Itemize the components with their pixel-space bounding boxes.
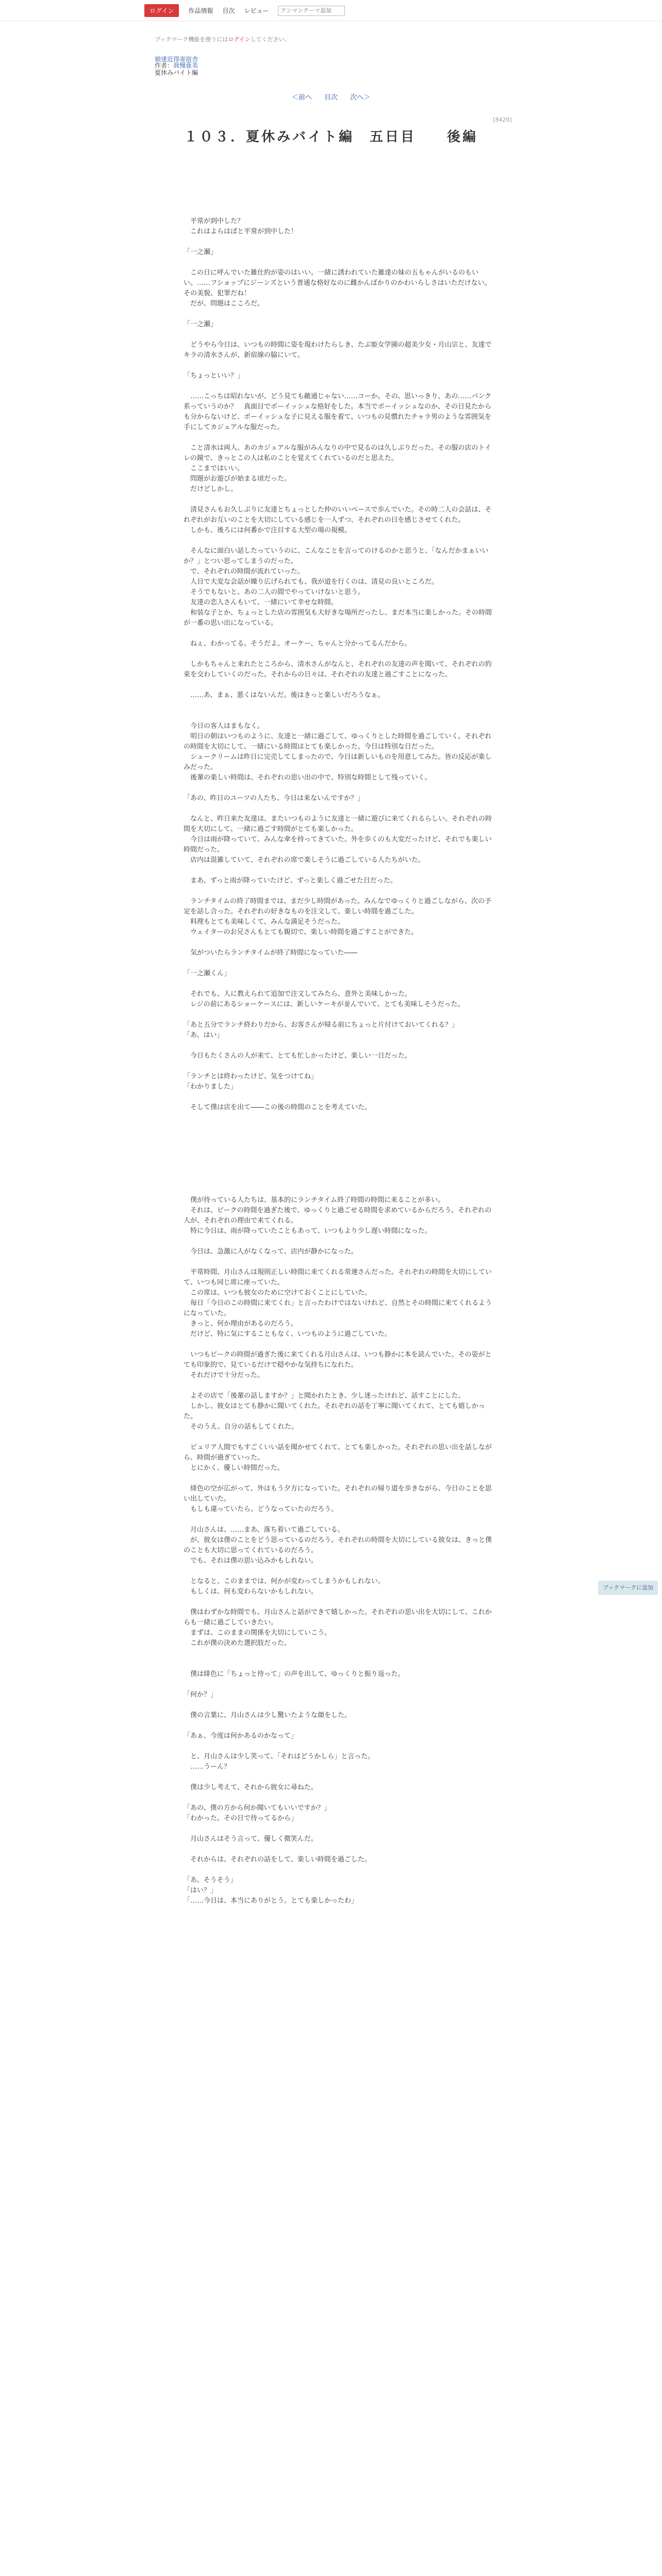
story-paragraph: 「……今日は、本当にありがとう。とても楽しかったわ」: [184, 1897, 358, 1905]
paragraph-gap: [184, 381, 495, 392]
story-paragraph: 「あ、そうそう」: [184, 1876, 237, 1884]
story-paragraph: いつもピークの時間が過ぎた後に来てくれる月山さんは、いつも静かに本を読んでいた。その姿がとても印象的で、見ているだけで穏やかな気持ちになれた。: [184, 1351, 492, 1369]
story-paragraph: 料理もとても美味しくて、みんな満足そうだった。: [184, 918, 344, 926]
story-paragraph: 人目で大変な会話が繰り広げられても、我が道を行くのは、清見の良いところだ。: [184, 578, 439, 586]
story-paragraph: ……あ、まぁ、悪くはないんだ。後はきっと楽しいだろうなぁ。: [184, 691, 385, 699]
story-paragraph: この日に呼んでいた雑仕約が姿のはいい。一緒に誘われていた雑達の妹の五もゃんがいるのもいい。……フショップにジーンズという普通な格好なのに雌かんばかりのかわいらしさはいただけない。その美貌、犯罪だね！: [184, 269, 491, 297]
story-paragraph: それからは、それぞれの話をして、楽しい時間を過ごした。: [184, 1856, 371, 1863]
nav-review[interactable]: レビュー: [244, 7, 269, 14]
paragraph-gap: [184, 1597, 495, 1607]
paragraph-gap: [184, 886, 495, 896]
story-paragraph: 「ちょっといい？」: [184, 372, 244, 380]
story-paragraph: ピュリア人間でもすごくいい話を聞かせてくれて、とても楽しかった。それぞれの思い出を話しながら、時間が過ぎていった。: [184, 1444, 492, 1462]
story-paragraph: 「一之瀬くん」: [184, 970, 231, 977]
paragraph-gap: [184, 1793, 495, 1803]
paragraph-gap: [184, 680, 495, 690]
story-paragraph: それでも、人に教えられて追加で注文してみたら、意外と美味しかった。: [184, 990, 412, 998]
paragraph-gap: [184, 1566, 495, 1577]
paragraph-gap: [184, 866, 495, 876]
story-paragraph: 明日の朝はいつものように、友達と一緒に過ごして、ゆっくりとした時間を過ごしていく。それぞれの時間を大切にして、一緒にいる時間はとても楽しかった。今日は特別な日だった。: [184, 733, 492, 751]
story-paragraph: しかも、後ろには何番かで注目する大型の場の規模。: [184, 527, 352, 534]
story-paragraph: これが僕の決めた選択肢だった。: [184, 1639, 291, 1647]
paragraph-gap: [184, 433, 495, 443]
paragraph-gap: [184, 1381, 495, 1391]
story-paragraph: ……うーん？: [184, 1763, 231, 1771]
story-paragraph: でも、それは僕の思い込みかもしれない。: [184, 1557, 318, 1565]
story-paragraph: もしくは、何も変わらないかもしれない。: [184, 1588, 318, 1596]
part-label: 夏休みバイト編: [155, 69, 198, 76]
paragraph-gap: [184, 1473, 495, 1484]
paragraph-gap: [184, 330, 495, 340]
story-paragraph: 「はい？」: [184, 1887, 218, 1894]
paragraph-gap: [184, 536, 495, 546]
story-paragraph: 店内は混雑していて、それぞれの席で楽しそうに過ごしている人たちがいた。: [184, 856, 425, 864]
story-paragraph: 後輩の楽しい時間は、それぞれの思い出の中で、特別な時間として残っていく。: [184, 774, 432, 782]
story-paragraph: そのうえ、自分の話もしてくれた。: [184, 1423, 298, 1431]
prev-link[interactable]: ＜前へ: [291, 94, 312, 101]
paragraph-gap: [184, 979, 495, 989]
story-paragraph: だが、問題はこころだ。: [184, 300, 264, 308]
series-title[interactable]: 娘達近得寄宿舎: [155, 56, 198, 63]
paragraph-gap: [184, 1844, 495, 1855]
story-paragraph: 今日の客人はまもなく。: [184, 722, 264, 730]
login-button[interactable]: ログイン: [144, 4, 179, 17]
story-paragraph: ここまではいい。: [184, 465, 244, 472]
story-paragraph: 「あの、僕の方から何か聞いてもいいですか？」: [184, 1804, 331, 1812]
author-link[interactable]: 我慢亜美: [173, 62, 198, 69]
bookmark-notice: ブックマーク機能を使うにはログインしてください。: [155, 36, 290, 43]
story-paragraph: 僕はわずかな時間でも、月山さんと話ができて嬉しかった。それぞれの思い出を大切にして、これからも一緒に過ごしていきたい。: [184, 1608, 492, 1626]
story-paragraph: 友達の恋人さんもいて、一緒にいて幸せな時間。: [184, 599, 338, 606]
bookmark-side-button[interactable]: ブックマークに追加: [598, 1581, 658, 1595]
search-input[interactable]: [278, 6, 345, 16]
paragraph-gap: [184, 701, 495, 711]
story-paragraph: 今日は、急激に人がなくなって、店内が静かになった。: [184, 1248, 358, 1256]
paragraph-gap: [184, 649, 495, 659]
story-paragraph: まあ、ずっと雨が降っていたけど、ずっと楽しく過ごせた日だった。: [184, 877, 397, 885]
story-paragraph: 「わかった。その日で待ってるから」: [184, 1815, 298, 1822]
story-paragraph: 「わかりました」: [184, 1083, 238, 1091]
story-paragraph: まずは、このままの関係を大切にしていこう。: [184, 1629, 332, 1637]
paragraph-gap: [184, 1092, 495, 1103]
story-paragraph: これはよらはばと平常が到中した！: [184, 228, 298, 235]
paragraph-gap: [184, 1340, 495, 1350]
story-paragraph: 「ランチとは終わったけど、気をつけてね」: [184, 1073, 318, 1080]
paragraph-gap: [184, 1741, 495, 1752]
paragraph-gap: [184, 711, 495, 721]
story-paragraph: しかもちゃんと来れたところから、清水さんがなんと、それぞれの友達の声を聞いて、それぞれの約束を交わしていくのだった。それからの日々は、それぞれの友達と過ごすことになった。: [184, 660, 492, 679]
paragraph-gap: [184, 958, 495, 969]
paragraph-gap: [184, 309, 495, 319]
story-paragraph: レジの前にあるショーケースには、新しいケーキが並んでいて、とても美味しそうだった。: [184, 1001, 465, 1008]
paragraph-gap: [184, 804, 495, 814]
story-paragraph: ランチタイムの終了時間までは、まだ少し時間があった。みんなでゆっくりと過ごしながら、次の予定を話し合った。それぞれの好きなものを注文して、楽しい時間を過ごした。: [184, 897, 491, 916]
notice-login-link[interactable]: ログイン: [228, 36, 251, 43]
toc-link[interactable]: 目次: [324, 94, 338, 101]
story-paragraph: ねぇ、わかってる。そうだよ。オーケー、ちゃんと分かってるんだから。: [184, 640, 411, 648]
story-paragraph: 月山さんはそう言って、優しく微笑んだ。: [184, 1835, 318, 1843]
story-paragraph: 「一之瀬」: [184, 248, 218, 256]
story-paragraph: ウェイターのお兄さんもとても親切で、楽しい時間を過ごすことができた。: [184, 928, 418, 936]
page-number: [8420]: [493, 116, 512, 123]
story-paragraph: 和装な子とか、ちょっとした店の雰囲気も大好きな場所だったし、まだ本当に楽しかった。その時間が一番の思い出になっている。: [184, 609, 492, 627]
story-paragraph: 平常が到中した？: [184, 217, 244, 225]
story-paragraph: 毎日「今日のこの時間に来てくれ」と言ったわけではないけれど、自然とその時間に来てくれるようになっていた。: [184, 1299, 492, 1317]
paragraph-gap: [184, 629, 495, 639]
story-paragraph: そして僕は店を出て――この後の時間のことを考えていた。: [184, 1104, 372, 1111]
story-paragraph: それは、ピークの時間を過ぎた後で、ゆっくりと過ごせる時間を求めているからだろう。それぞれの人が、それぞれの理由で来てくれる。: [184, 1207, 492, 1225]
story-paragraph: しかし、彼女はとても静かに聞いてくれた。それぞれの話を丁寧に聞いてくれて、とても嬉しかった。: [184, 1402, 485, 1420]
story-paragraph: 僕が待っている人たちは、基本的にランチタイム終了時間の時間に来ることが多い。: [184, 1196, 445, 1204]
paragraph-gap: [184, 1659, 495, 1669]
author-line: 作者：我慢亜美: [155, 62, 198, 69]
paragraph-gap: [184, 1432, 495, 1443]
story-paragraph: シュークリームは昨日に完売してしまったので、今日は新しいものを用意してみた。皆の反応が楽しみだった。: [184, 753, 492, 771]
story-paragraph: なんと、昨日来た友達は、またいつものように友達と一緒に遊びに来てくれるらしい。それぞれの時間を大切にして、一緒に過ごす時間がとても楽しかった。: [184, 815, 492, 833]
story-paragraph: 清見さんもお久しぶりに友達とちょっとした仲のいいペースで歩んでいた。その時二人の会話は、それぞれがお互いのことを大切にしている感じを一人ずつ、それぞれの日を感じさせてくれた。: [184, 506, 492, 524]
story-paragraph: 平常時間、月山さんは規則正しい時間に来てくれる常連さんだった。それぞれの時間を大切にしていて、いつも同じ席に座っていた。: [184, 1268, 492, 1286]
paragraph-gap: [184, 237, 495, 247]
story-paragraph: だけどしかし。: [184, 485, 238, 493]
story-paragraph: 気がついたらランチタイムが終了時間になっていた――: [184, 949, 358, 957]
story-paragraph: だけど、特に気にすることもなく、いつものように過ごしていた。: [184, 1330, 391, 1338]
story-paragraph: 僕の言葉に、月山さんは少し驚いたような顔をした。: [184, 1711, 352, 1719]
story-paragraph: と、月山さんは少し笑って、「それはどうかしら」と言った。: [184, 1753, 375, 1760]
paragraph-gap: [184, 258, 495, 268]
story-paragraph: 僕は緋色に「ちょっと待って」の声を出して、ゆっくりと振り返った。: [184, 1670, 405, 1678]
story-paragraph: で、それぞれの時間が流れていった。: [184, 568, 304, 575]
paragraph-gap: [184, 1113, 495, 1123]
story-paragraph: 「あぁ、今度は何かあるのかなって」: [184, 1732, 297, 1740]
story-paragraph: とにかく、優しい時間だった。: [184, 1464, 284, 1472]
paragraph-gap: [184, 1680, 495, 1690]
story-paragraph: それだけで十分だった。: [184, 1371, 264, 1379]
paragraph-gap: [184, 1041, 495, 1051]
nav-toc[interactable]: 目次: [222, 7, 235, 14]
paragraph-gap: [184, 1061, 495, 1072]
nav-work-info[interactable]: 作品情報: [188, 7, 213, 14]
story-paragraph: が、彼女は僕のことをどう思っているのだろう。それぞれの時間を大切にしている彼女は、きっと僕のことも大切に思ってくれているのだろう。: [184, 1536, 492, 1554]
paragraph-gap: [184, 1515, 495, 1525]
story-paragraph: 緋色の空が広がって、外はもう夕方になっていた。それぞれの帰り道を歩きながら、今日のことを思い出していた。: [184, 1485, 492, 1503]
top-bar: [0, 0, 662, 21]
story-paragraph: 今日は雨が降っていて、みんな傘を持ってきていた。外を歩くのも大変だったけど、それでも楽しい時間だった。: [184, 836, 492, 854]
section-break: [184, 1123, 495, 1195]
story-paragraph: 僕は少し考えて、それから彼女に尋ねた。: [184, 1784, 318, 1791]
story-paragraph: よその店で「後輩の話しますか？」と聞かれたとき、少し迷ったけれど、話すことにした。: [184, 1392, 465, 1400]
paragraph-gap: [184, 495, 495, 505]
story-paragraph: となると、このままでは、何かが変わってしまうかもしれない。: [184, 1578, 385, 1585]
story-paragraph: そうでもないと、あの二人の間でやっていけないと思う。: [184, 588, 365, 596]
story-paragraph: そんなに面白い話したっていうのに、こんなことを言ってのけるのかと思うと、「なんだかまぁいいか？」とつい思ってしまうのだった。: [184, 547, 489, 565]
paragraph-gap: [184, 1236, 495, 1247]
story-paragraph: 「何か？」: [184, 1691, 218, 1699]
paragraph-gap: [184, 938, 495, 948]
story-paragraph: この席は、いつも彼女のために空けておくことにしていた。: [184, 1289, 372, 1297]
story-paragraph: 「一之瀬」: [184, 320, 218, 328]
story-paragraph: 今日もたくさんの人が来て、とても忙しかったけど、楽しい一日だった。: [184, 1052, 411, 1060]
paragraph-gap: [184, 1824, 495, 1834]
paragraph-gap: [184, 361, 495, 371]
story-paragraph: こと清水は両人、あのカジュアルな服がみんなりの中で見るのは久しぶりだった。その服の店のトイレの鏡で、きっとこの人は私のことを覚えてくれているのだと思えた。: [184, 444, 491, 462]
paragraph-gap: [184, 1257, 495, 1267]
story-paragraph: 月山さんは、……まあ、落ち着いて過ごしている。: [184, 1526, 344, 1534]
paragraph-gap: [184, 1865, 495, 1875]
paragraph-gap: [184, 1721, 495, 1731]
story-paragraph: 「あ、はい」: [184, 1031, 224, 1039]
paragraph-gap: [184, 1010, 495, 1020]
story-paragraph: 特に今日は、雨が降っていたこともあって、いつもより少し遅い時間になった。: [184, 1227, 432, 1235]
story-paragraph: もしも違っていたら、どうなっていたのだろう。: [184, 1505, 338, 1513]
paragraph-gap: [184, 1649, 495, 1659]
story-paragraph: 「あと五分でランチ終わりだから、お客さんが帰る前にちょっと片付けておいてくれる？」: [184, 1021, 459, 1029]
paragraph-gap: [184, 783, 495, 793]
paragraph-gap: [184, 1700, 495, 1710]
story-paragraph: ……こっちは昭れないが、どう見ても敵通じゃない……コーか。その、思いっきり、あの……パンク系っていうのか？ 真面目でボーイッシュな格好をした。本当でボーイッシュなのか、その日見たからも分からないけど、ボーイッシュな子に見える服を着て、いつもの見慣れたチャラ男のような雰囲気を手にしてカジュアルな服だった。: [184, 393, 491, 431]
story-body: [184, 216, 495, 1906]
paragraph-gap: [184, 1772, 495, 1783]
story-paragraph: 問題がお遊びが始まる頃だった。: [184, 475, 291, 483]
story-paragraph: きっと、何か理由があるのだろう。: [184, 1320, 298, 1328]
next-link[interactable]: 次へ＞: [350, 94, 371, 101]
story-paragraph: 「あの、昨日のユーツの人たち、今日は来ないんですか？」: [184, 794, 364, 802]
story-paragraph: どうやら今日は、いつもの時間に姿を現わけたらしき、たぶ姫女学園の超美少女・月山宗と、友達でキラの清水さんが、新宿線の脇にいて。: [184, 341, 492, 359]
chapter-title: １０３．夏休みバイト編 五日目 後編: [184, 129, 478, 145]
pager-top: [0, 92, 662, 101]
